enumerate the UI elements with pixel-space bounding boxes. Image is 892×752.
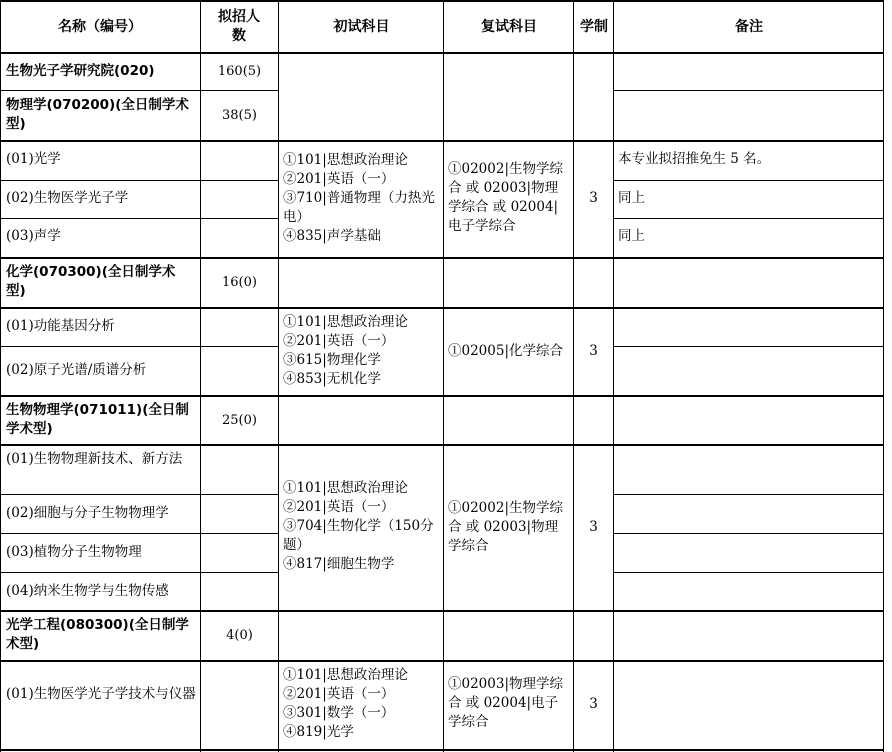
major-title: 化学(070300)(全日制学术型) [6,264,176,299]
row-divider [0,140,884,142]
row-divider [0,749,884,751]
first-exam-list [283,479,440,574]
note-item: 同上 [618,228,645,244]
note-item: 同上 [618,190,645,206]
direction-item: (01)生物医学光子学技术与仪器 [6,686,196,702]
major-quota: 16(0) [222,275,257,290]
major-title: 物理学(070200)(全日制学术型) [6,97,189,132]
first-exam-item: ④817|细胞生物学 [283,556,395,572]
direction-item: (04)纳米生物学与生物传感 [6,583,169,599]
retest-subjects: ①02003|物理学综合 或 02004|电子学综合 [448,676,563,730]
direction-item: (02)细胞与分子生物物理学 [6,505,169,521]
col-divider [613,0,614,752]
row-divider [0,257,884,259]
duration-value: 3 [589,190,598,206]
major-title: 生物物理学(071011)(全日制学术型) [6,402,189,437]
note-item: 本专业拟招推免生 5 名。 [618,151,771,167]
header-duration: 学制 [580,18,608,35]
direction-item: (03)植物分子生物物理 [6,544,142,560]
header-retest: 复试科目 [481,18,537,35]
first-exam-item: ④819|光学 [283,724,354,740]
first-exam-item: ③704|生物化学（150分题） [283,518,434,553]
direction-item: (01)功能基因分析 [6,318,115,334]
direction-item: (02)原子光谱/质谱分析 [6,362,147,378]
retest-subjects: ①02002|生物学综合 或 02003|物理学综合 或 02004|电子学综合 [448,161,563,234]
row-divider [0,660,884,662]
duration-value: 3 [589,519,598,535]
row-divider [0,572,278,573]
first-exam-item: ③301|数学（一） [283,705,395,721]
major-title: 光学工程(080300)(全日制学术型) [6,617,189,652]
first-exam-item: ④853|无机化学 [283,371,381,387]
row-divider [0,52,884,54]
col-divider [278,0,279,752]
col-divider [883,0,884,752]
first-exam-item: ①101|思想政治理论 [283,667,408,683]
first-exam-item: ②201|英语（一） [283,333,395,349]
row-divider [0,444,884,446]
first-exam-item: ④835|声学基础 [283,228,381,244]
row-divider [0,180,278,181]
row-divider [613,180,884,181]
duration-value: 3 [589,696,598,712]
first-exam-list [283,313,440,389]
direction-item: (01)生物物理新技术、新方法 [6,451,183,467]
row-divider [613,572,884,573]
major-quota: 25(0) [222,413,257,428]
row-divider [0,610,884,612]
row-divider [613,346,884,347]
row-divider [0,218,278,219]
row-divider [0,395,884,397]
major-quota: 4(0) [226,628,253,643]
row-divider [0,494,278,495]
direction-item: (03)声学 [6,228,61,244]
first-exam-item: ②201|英语（一） [283,171,395,187]
major-quota: 38(5) [222,108,257,123]
first-exam-item: ①101|思想政治理论 [283,152,408,168]
first-exam-item: ②201|英语（一） [283,686,395,702]
first-exam-item: ②201|英语（一） [283,499,395,515]
row-divider [613,90,884,91]
row-divider [0,307,884,309]
direction-item: (01)光学 [6,151,61,167]
first-exam-list [283,666,440,742]
col-divider [573,0,574,752]
direction-item: (02)生物医学光子学 [6,190,129,206]
header-notes: 备注 [735,18,763,35]
first-exam-item: ①101|思想政治理论 [283,314,408,330]
duration-value: 3 [589,343,598,359]
row-divider [613,533,884,534]
row-divider [613,218,884,219]
header-quota: 拟招人数 [218,9,260,44]
first-exam-item: ③615|物理化学 [283,352,381,368]
institute-quota: 160(5) [217,64,262,79]
col-divider [0,0,1,752]
first-exam-item: ①101|思想政治理论 [283,480,408,496]
header-name: 名称（编号） [58,18,142,35]
row-divider [0,346,278,347]
institute-name: 生物光子学研究院(020) [6,63,155,79]
row-divider [0,533,278,534]
row-divider [613,494,884,495]
col-divider [443,0,444,752]
header-first-exam: 初试科目 [333,18,390,35]
row-divider [0,90,278,91]
retest-subjects: ①02005|化学综合 [448,343,563,359]
first-exam-item: ③710|普通物理（力热光电） [283,190,435,225]
retest-subjects: ①02002|生物学综合 或 02003|物理学综合 [448,500,563,554]
first-exam-list [283,151,440,246]
